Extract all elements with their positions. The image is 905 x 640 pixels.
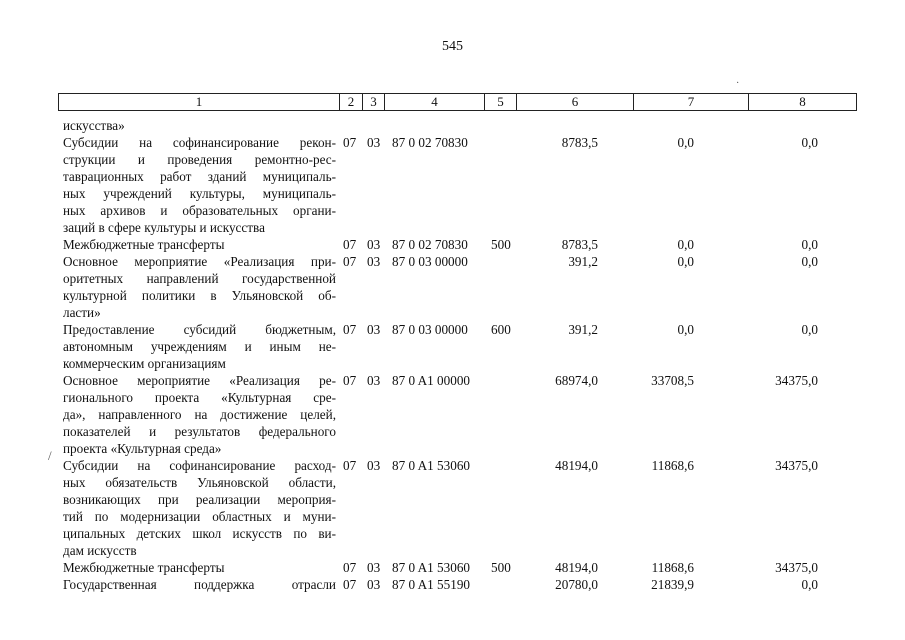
row-description [63,236,336,253]
target-article-code: 87 0 A1 53060 [392,560,471,575]
subsection-code: 03 [367,254,381,269]
row-description [63,457,336,559]
description-line: показателей и результатов федерального [63,424,336,439]
page-number: 545 [442,39,463,54]
target-article-code: 87 0 02 70830 [392,135,468,150]
amount-col-6: 391,2 [568,254,598,269]
description-line: Субсидии на софинансирование рекон- [63,135,336,150]
header-col-8: 8 [749,93,857,111]
table-header [58,93,857,111]
row-description [63,559,336,576]
target-article-code: 87 0 A1 53060 [392,458,471,473]
description-line: искусства» [63,118,125,133]
amount-col-6: 48194,0 [555,560,598,575]
amount-col-7: 0,0 [677,322,694,337]
description-line: Межбюджетные трансферты [63,237,225,252]
description-line: тий по модернизации областных и муни- [63,509,336,524]
amount-col-7: 21839,9 [651,577,694,592]
amount-col-7: 11868,6 [651,560,694,575]
description-line: струкции и проведения ремонтно-рес- [63,152,336,167]
description-line: заций в сфере культуры и искусства [63,220,265,235]
expense-type-code: 500 [491,237,511,252]
subsection-code: 03 [367,237,381,252]
row-description [63,117,336,134]
target-article-code: 87 0 03 00000 [392,254,468,269]
amount-col-8: 0,0 [801,135,818,150]
target-article-code: 87 0 02 70830 [392,237,468,252]
header-col-4: 4 [385,93,485,111]
row-description [63,253,336,321]
header-col-7: 7 [634,93,749,111]
section-code: 07 [343,560,357,575]
section-code: 07 [343,373,357,388]
description-line: ласти» [63,305,101,320]
amount-col-6: 48194,0 [555,458,598,473]
amount-col-8: 0,0 [801,254,818,269]
scan-speck: · [736,78,740,89]
row-description [63,134,336,236]
amount-col-6: 8783,5 [561,135,598,150]
description-line: гионального проекта «Культурная сре- [63,390,336,405]
expense-type-code: 600 [491,322,511,337]
description-line: ных учреждений культуры, муниципаль- [63,186,336,201]
amount-col-7: 0,0 [677,135,694,150]
description-line: проекта «Культурная среда» [63,441,222,456]
description-line: Основное мероприятие «Реализация при- [63,254,336,269]
section-code: 07 [343,458,357,473]
description-line: коммерческим организациям [63,356,226,371]
row-description [63,372,336,457]
header-col-3: 3 [363,93,385,111]
description-line: ных обязательств Ульяновской области, [63,475,336,490]
amount-col-7: 33708,5 [651,373,694,388]
target-article-code: 87 0 A1 00000 [392,373,471,388]
amount-col-8: 0,0 [801,237,818,252]
header-col-2: 2 [340,93,363,111]
description-line: Предоставление субсидий бюджетным, [63,322,336,337]
amount-col-8: 34375,0 [775,560,818,575]
target-article-code: 87 0 A1 55190 [392,577,471,592]
row-description [63,576,336,593]
expense-type-code: 500 [491,560,511,575]
amount-col-8: 34375,0 [775,458,818,473]
target-article-code: 87 0 03 00000 [392,322,468,337]
subsection-code: 03 [367,322,381,337]
description-line: культурной политики в Ульяновской об- [63,288,336,303]
subsection-code: 03 [367,577,381,592]
amount-col-6: 8783,5 [561,237,598,252]
subsection-code: 03 [367,458,381,473]
section-code: 07 [343,254,357,269]
margin-mark: / [48,448,52,463]
description-line: дам искусств [63,543,137,558]
description-line: таврационных работ зданий муниципаль- [63,169,336,184]
description-line: Основное мероприятие «Реализация ре- [63,373,336,388]
section-code: 07 [343,135,357,150]
description-line: Государственная поддержка отрасли [63,577,336,592]
amount-col-8: 34375,0 [775,373,818,388]
description-line: Субсидии на софинансирование расход- [63,458,336,473]
description-line: оритетных направлений государственной [63,271,336,286]
header-col-6: 6 [517,93,634,111]
description-line: ципальных детских школ искусств по ви- [63,526,336,541]
amount-col-7: 11868,6 [651,458,694,473]
subsection-code: 03 [367,373,381,388]
amount-col-6: 20780,0 [555,577,598,592]
amount-col-8: 0,0 [801,577,818,592]
amount-col-7: 0,0 [677,237,694,252]
amount-col-6: 68974,0 [555,373,598,388]
subsection-code: 03 [367,560,381,575]
header-col-1: 1 [58,93,340,111]
header-col-5: 5 [485,93,517,111]
description-line: автономным учреждениям и иным не- [63,339,336,354]
amount-col-8: 0,0 [801,322,818,337]
section-code: 07 [343,237,357,252]
amount-col-7: 0,0 [677,254,694,269]
description-line: ных архивов и образовательных органи- [63,203,336,218]
description-line: да», направленного на достижение целей, [63,407,336,422]
description-line: возникающих при реализации мероприя- [63,492,336,507]
subsection-code: 03 [367,135,381,150]
description-line: Межбюджетные трансферты [63,560,225,575]
section-code: 07 [343,322,357,337]
section-code: 07 [343,577,357,592]
row-description [63,321,336,372]
amount-col-6: 391,2 [568,322,598,337]
